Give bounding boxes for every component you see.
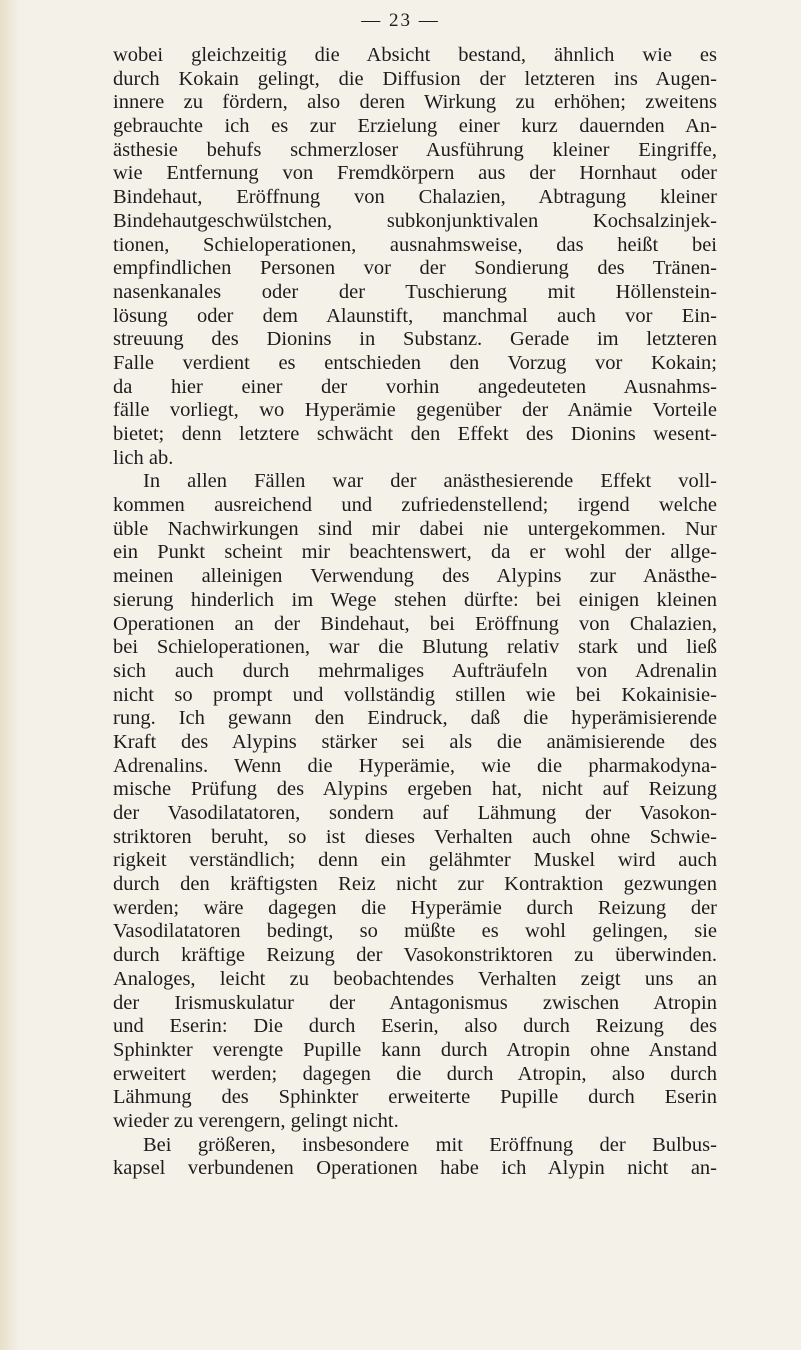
text-line: nasenkanales oder der Tuschierung mit Höllenstein- bbox=[113, 280, 717, 303]
text-line: Operationen an der Bindehaut, bei Eröffnung von Chalazien, bbox=[113, 612, 717, 635]
text-line: und Eserin: Die durch Eserin, also durch Reizung des bbox=[113, 1015, 717, 1038]
text-line: mische Prüfung des Alypins ergeben hat, nicht auf Reizung bbox=[113, 778, 717, 801]
text-line: In allen Fällen war der anästhesierende Effekt voll- bbox=[143, 470, 717, 493]
text-line: nicht so prompt und vollständig stillen wie bei Kokainisie- bbox=[113, 683, 717, 706]
text-line: innere zu fördern, also deren Wirkung zu erhöhen; zweitens bbox=[113, 91, 717, 114]
text-line: Kraft des Alypins stärker sei als die anämisierende des bbox=[113, 730, 717, 753]
text-line: Bindehaut, Eröffnung von Chalazien, Abtragung kleiner bbox=[113, 186, 717, 209]
text-line: sich auch durch mehrmaliges Aufträufeln von Adrenalin bbox=[113, 659, 717, 682]
text-line: meinen alleinigen Verwendung des Alypins zur Anästhe- bbox=[113, 565, 717, 588]
text-line: werden; wäre dagegen die Hyperämie durch Reizung der bbox=[113, 896, 717, 919]
text-line: Sphinkter verengte Pupille kann durch Atropin ohne Anstand bbox=[113, 1038, 717, 1061]
text-line: durch den kräftigsten Reiz nicht zur Kontraktion gezwungen bbox=[113, 873, 717, 896]
text-line: striktoren beruht, so ist dieses Verhalten auch ohne Schwie- bbox=[113, 825, 717, 848]
text-line: lösung oder dem Alaunstift, manchmal auch vor Ein- bbox=[113, 304, 717, 327]
text-line: erweitert werden; dagegen die durch Atropin, also durch bbox=[113, 1062, 717, 1085]
text-line: wieder zu verengern, gelingt nicht. bbox=[113, 1109, 399, 1132]
text-line: der Irismuskulatur der Antagonismus zwischen Atropin bbox=[113, 991, 717, 1014]
main-text bbox=[113, 44, 717, 1181]
text-line: streuung des Dionins in Substanz. Gerade im letzteren bbox=[113, 328, 717, 351]
text-line: kapsel verbundenen Operationen habe ich Alypin nicht an- bbox=[113, 1157, 717, 1180]
text-line: durch kräftige Reizung der Vasokonstriktoren zu überwinden. bbox=[113, 944, 717, 967]
text-line: Lähmung des Sphinkter erweiterte Pupille durch Eserin bbox=[113, 1086, 717, 1109]
page-edge-shadow bbox=[0, 0, 20, 1350]
text-line: wobei gleichzeitig die Absicht bestand, ähnlich wie es bbox=[113, 44, 717, 66]
text-line: Adrenalins. Wenn die Hyperämie, wie die pharmakodyna- bbox=[113, 754, 717, 777]
text-line: Vasodilatatoren bedingt, so müßte es wohl gelingen, sie bbox=[113, 920, 717, 943]
text-line: sierung hinderlich im Wege stehen dürfte: bei einigen kleinen bbox=[113, 588, 717, 611]
text-line: üble Nachwirkungen sind mir dabei nie untergekommen. Nur bbox=[113, 517, 717, 540]
text-line: kommen ausreichend und zufriedenstellend; irgend welche bbox=[113, 494, 717, 517]
paragraph-2 bbox=[113, 470, 717, 1133]
paragraph-3 bbox=[113, 1134, 717, 1181]
text-line: da hier einer der vorhin angedeuteten Ausnahms- bbox=[113, 375, 717, 398]
text-line: rigkeit verständlich; denn ein gelähmter Muskel wird auch bbox=[113, 849, 717, 872]
text-line: durch Kokain gelingt, die Diffusion der letzteren ins Augen- bbox=[113, 67, 717, 90]
text-line: tionen, Schieloperationen, ausnahmsweise, das heißt bei bbox=[113, 233, 717, 256]
text-line: wie Entfernung von Fremdkörpern aus der Hornhaut oder bbox=[113, 162, 717, 185]
text-line: gebrauchte ich es zur Erzielung einer kurz dauernden An- bbox=[113, 115, 717, 138]
page-number: — 23 — bbox=[361, 10, 440, 31]
text-line: ein Punkt scheint mir beachtenswert, da er wohl der allge- bbox=[113, 541, 717, 564]
text-line: ästhesie behufs schmerzloser Ausführung kleiner Eingriffe, bbox=[113, 138, 717, 161]
text-line: Bindehautgeschwülstchen, subkonjunktivalen Kochsalzinjek- bbox=[113, 209, 717, 232]
text-line: Falle verdient es entschieden den Vorzug vor Kokain; bbox=[113, 351, 717, 374]
text-line: lich ab. bbox=[113, 446, 174, 469]
text-line: Bei größeren, insbesondere mit Eröffnung der Bulbus- bbox=[143, 1133, 717, 1156]
text-line: bei Schieloperationen, war die Blutung relativ stark und ließ bbox=[113, 636, 717, 659]
text-line: der Vasodilatatoren, sondern auf Lähmung der Vasokon- bbox=[113, 802, 717, 824]
text-line: Analoges, leicht zu beobachtendes Verhalten zeigt uns an bbox=[113, 967, 717, 990]
text-line: empfindlichen Personen vor der Sondierung des Tränen- bbox=[113, 257, 717, 280]
text-line: fälle vorliegt, wo Hyperämie gegenüber der Anämie Vorteile bbox=[113, 399, 717, 422]
paragraph-1 bbox=[113, 44, 717, 470]
text-line: bietet; denn letztere schwächt den Effekt des Dionins wesent- bbox=[113, 423, 717, 445]
text-line: rung. Ich gewann den Eindruck, daß die hyperämisierende bbox=[113, 707, 717, 730]
